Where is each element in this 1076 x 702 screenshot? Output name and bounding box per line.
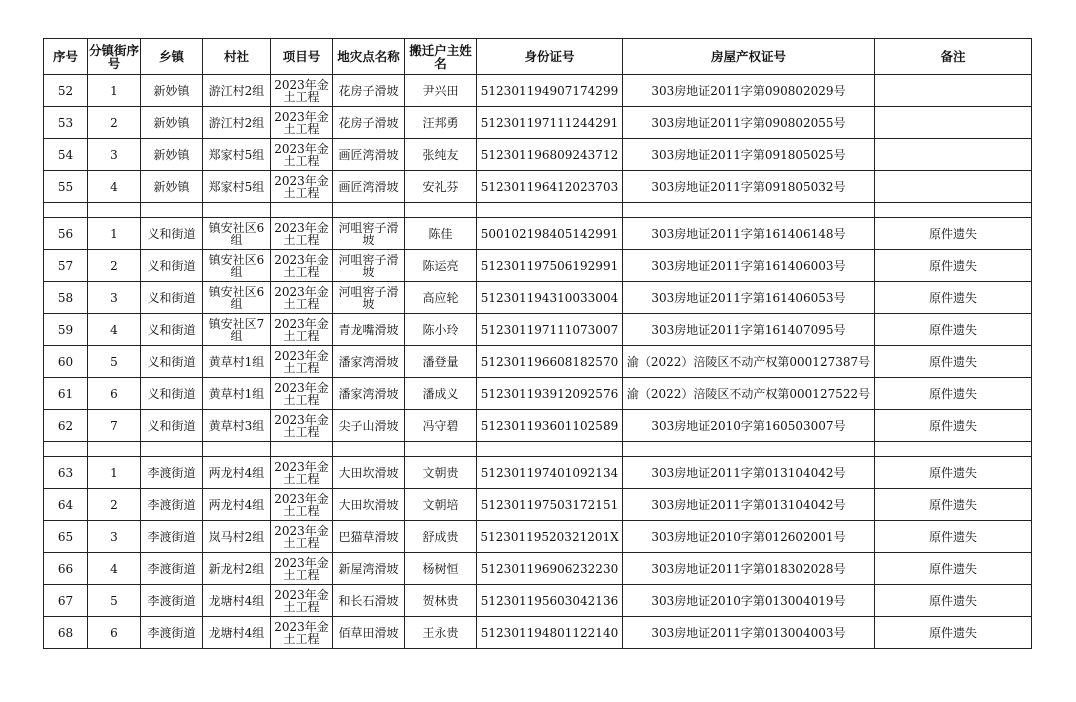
cell-no: 64 [44,489,88,521]
cell-sub-no: 2 [88,250,141,282]
cell-cert-number: 303房地证2011字第161406053号 [623,282,875,314]
header-note: 备注 [875,39,1032,75]
cell-project: 2023年金土工程 [271,521,333,553]
cell-town: 新妙镇 [141,171,203,203]
cell-project: 2023年金土工程 [271,250,333,282]
spacer-cell [271,203,333,218]
cell-id-number: 512301193912092576 [477,378,623,410]
cell-note: 原件遗失 [875,314,1032,346]
cell-sub-no: 3 [88,139,141,171]
cell-no: 63 [44,457,88,489]
cell-site: 尖子山滑坡 [333,410,405,442]
cell-note: 原件遗失 [875,378,1032,410]
cell-cert-number: 303房地证2011字第018302028号 [623,553,875,585]
cell-id-number: 512301194907174299 [477,75,623,107]
cell-householder: 舒成贵 [405,521,477,553]
cell-note [875,107,1032,139]
spacer-cell [623,203,875,218]
cell-cert-number: 303房地证2011字第013004003号 [623,617,875,649]
cell-id-number: 512301195603042136 [477,585,623,617]
cell-id-number: 512301196608182570 [477,346,623,378]
cell-village: 两龙村4组 [203,457,271,489]
cell-note: 原件遗失 [875,457,1032,489]
table-row [44,282,1032,314]
cell-cert-number: 303房地证2011字第161406148号 [623,218,875,250]
cell-village: 黄草村1组 [203,346,271,378]
cell-note: 原件遗失 [875,617,1032,649]
cell-cert-number: 303房地证2011字第161407095号 [623,314,875,346]
header-site: 地灾点名称 [333,39,405,75]
cell-site: 和长石滑坡 [333,585,405,617]
cell-no: 62 [44,410,88,442]
table-row [44,585,1032,617]
cell-project: 2023年金土工程 [271,139,333,171]
cell-site: 河咀窖子滑坡 [333,250,405,282]
cell-id-number: 512301196412023703 [477,171,623,203]
cell-sub-no: 3 [88,282,141,314]
spacer-cell [405,203,477,218]
cell-village: 岚马村2组 [203,521,271,553]
cell-note: 原件遗失 [875,553,1032,585]
cell-householder: 潘登量 [405,346,477,378]
cell-village: 两龙村4组 [203,489,271,521]
cell-no: 56 [44,218,88,250]
cell-cert-number: 303房地证2010字第012602001号 [623,521,875,553]
cell-town: 新妙镇 [141,139,203,171]
table-body [44,75,1032,649]
cell-project: 2023年金土工程 [271,75,333,107]
table-row [44,75,1032,107]
cell-town: 新妙镇 [141,107,203,139]
cell-project: 2023年金土工程 [271,346,333,378]
cell-id-number: 512301197401092134 [477,457,623,489]
cell-sub-no: 1 [88,457,141,489]
spacer-cell [203,203,271,218]
cell-village: 镇安社区7组 [203,314,271,346]
cell-householder: 汪邦勇 [405,107,477,139]
cell-village: 黄草村1组 [203,378,271,410]
table-row [44,617,1032,649]
cell-project: 2023年金土工程 [271,171,333,203]
cell-no: 54 [44,139,88,171]
cell-site: 青龙嘴滑坡 [333,314,405,346]
cell-site: 巴猫草滑坡 [333,521,405,553]
cell-cert-number: 303房地证2011字第091805025号 [623,139,875,171]
cell-note: 原件遗失 [875,489,1032,521]
table-row [44,346,1032,378]
cell-site: 大田坎滑坡 [333,457,405,489]
cell-cert-number: 303房地证2011字第090802029号 [623,75,875,107]
spacer-cell [477,203,623,218]
header-town: 乡镇 [141,39,203,75]
cell-id-number: 512301196906232230 [477,553,623,585]
cell-sub-no: 4 [88,553,141,585]
cell-site: 画匠湾滑坡 [333,139,405,171]
cell-no: 68 [44,617,88,649]
cell-cert-number: 303房地证2011字第013104042号 [623,489,875,521]
cell-id-number: 512301197506192991 [477,250,623,282]
cell-householder: 王永贵 [405,617,477,649]
cell-project: 2023年金土工程 [271,553,333,585]
cell-householder: 高应轮 [405,282,477,314]
cell-id-number: 512301197111244291 [477,107,623,139]
cell-project: 2023年金土工程 [271,457,333,489]
cell-village: 镇安社区6组 [203,218,271,250]
spacer-cell [623,442,875,457]
cell-no: 67 [44,585,88,617]
cell-sub-no: 3 [88,521,141,553]
table-row [44,171,1032,203]
spacer-cell [44,203,88,218]
header-row [44,39,1032,75]
cell-site: 花房子滑坡 [333,75,405,107]
cell-town: 义和街道 [141,314,203,346]
cell-project: 2023年金土工程 [271,489,333,521]
cell-site: 大田坎滑坡 [333,489,405,521]
spacer-row [44,442,1032,457]
table-row [44,553,1032,585]
table-row [44,107,1032,139]
spacer-row [44,203,1032,218]
cell-note: 原件遗失 [875,282,1032,314]
spacer-cell [88,203,141,218]
cell-cert-number: 303房地证2011字第090802055号 [623,107,875,139]
spacer-cell [477,442,623,457]
cell-note: 原件遗失 [875,585,1032,617]
cell-town: 李渡街道 [141,521,203,553]
cell-town: 义和街道 [141,282,203,314]
cell-note [875,171,1032,203]
cell-sub-no: 4 [88,171,141,203]
cell-cert-number: 303房地证2010字第013004019号 [623,585,875,617]
cell-sub-no: 5 [88,346,141,378]
cell-note: 原件遗失 [875,250,1032,282]
relocation-table [43,38,1032,649]
cell-note [875,139,1032,171]
cell-town: 义和街道 [141,250,203,282]
cell-id-number: 51230119520321201X [477,521,623,553]
table-row [44,410,1032,442]
cell-cert-number: 渝（2022）涪陵区不动产权第000127387号 [623,346,875,378]
spacer-cell [141,442,203,457]
cell-town: 义和街道 [141,410,203,442]
table-row [44,378,1032,410]
cell-no: 65 [44,521,88,553]
cell-no: 59 [44,314,88,346]
cell-cert-number: 303房地证2011字第161406003号 [623,250,875,282]
cell-cert-number: 渝（2022）涪陵区不动产权第000127522号 [623,378,875,410]
cell-householder: 杨树恒 [405,553,477,585]
cell-householder: 陈小玲 [405,314,477,346]
cell-town: 李渡街道 [141,553,203,585]
cell-sub-no: 2 [88,489,141,521]
cell-id-number: 500102198405142991 [477,218,623,250]
cell-village: 游江村2组 [203,75,271,107]
cell-householder: 陈佳 [405,218,477,250]
cell-no: 52 [44,75,88,107]
spacer-cell [203,442,271,457]
header-cert-number: 房屋产权证号 [623,39,875,75]
cell-village: 游江村2组 [203,107,271,139]
cell-project: 2023年金土工程 [271,107,333,139]
cell-project: 2023年金土工程 [271,585,333,617]
cell-householder: 文朝贵 [405,457,477,489]
cell-no: 58 [44,282,88,314]
cell-note: 原件遗失 [875,218,1032,250]
cell-sub-no: 2 [88,107,141,139]
cell-village: 郑家村5组 [203,171,271,203]
cell-id-number: 512301193601102589 [477,410,623,442]
cell-project: 2023年金土工程 [271,410,333,442]
cell-cert-number: 303房地证2010字第160503007号 [623,410,875,442]
cell-sub-no: 1 [88,75,141,107]
header-project: 项目号 [271,39,333,75]
cell-householder: 尹兴田 [405,75,477,107]
cell-project: 2023年金土工程 [271,314,333,346]
cell-no: 57 [44,250,88,282]
cell-site: 河咀窖子滑坡 [333,218,405,250]
cell-sub-no: 6 [88,378,141,410]
cell-village: 黄草村3组 [203,410,271,442]
cell-id-number: 512301194801122140 [477,617,623,649]
cell-note [875,75,1032,107]
cell-site: 河咀窖子滑坡 [333,282,405,314]
cell-village: 龙塘村4组 [203,617,271,649]
cell-site: 潘家湾滑坡 [333,378,405,410]
cell-site: 潘家湾滑坡 [333,346,405,378]
spacer-cell [333,442,405,457]
spacer-cell [875,442,1032,457]
cell-no: 53 [44,107,88,139]
cell-note: 原件遗失 [875,346,1032,378]
spacer-cell [405,442,477,457]
cell-id-number: 512301194310033004 [477,282,623,314]
header-village: 村社 [203,39,271,75]
cell-town: 李渡街道 [141,489,203,521]
cell-cert-number: 303房地证2011字第091805032号 [623,171,875,203]
table-row [44,250,1032,282]
cell-sub-no: 6 [88,617,141,649]
cell-id-number: 512301197111073007 [477,314,623,346]
cell-id-number: 512301197503172151 [477,489,623,521]
cell-householder: 张纯友 [405,139,477,171]
cell-town: 李渡街道 [141,585,203,617]
cell-town: 义和街道 [141,346,203,378]
cell-no: 61 [44,378,88,410]
table-row [44,218,1032,250]
cell-householder: 文朝培 [405,489,477,521]
cell-town: 义和街道 [141,218,203,250]
header-no: 序号 [44,39,88,75]
cell-note: 原件遗失 [875,521,1032,553]
cell-site: 佰草田滑坡 [333,617,405,649]
spacer-cell [44,442,88,457]
cell-sub-no: 4 [88,314,141,346]
cell-village: 龙塘村4组 [203,585,271,617]
table-row [44,521,1032,553]
cell-project: 2023年金土工程 [271,378,333,410]
cell-householder: 贺林贵 [405,585,477,617]
spacer-cell [875,203,1032,218]
spacer-cell [88,442,141,457]
cell-no: 66 [44,553,88,585]
table-row [44,139,1032,171]
cell-town: 新妙镇 [141,75,203,107]
cell-note: 原件遗失 [875,410,1032,442]
table-row [44,489,1032,521]
cell-id-number: 512301196809243712 [477,139,623,171]
table-row [44,457,1032,489]
cell-sub-no: 5 [88,585,141,617]
cell-householder: 冯守碧 [405,410,477,442]
cell-householder: 安礼芬 [405,171,477,203]
cell-site: 新屋湾滑坡 [333,553,405,585]
table-row [44,314,1032,346]
cell-no: 60 [44,346,88,378]
spacer-cell [271,442,333,457]
header-id-number: 身份证号 [477,39,623,75]
spacer-cell [333,203,405,218]
cell-village: 镇安社区6组 [203,250,271,282]
cell-sub-no: 7 [88,410,141,442]
spacer-cell [141,203,203,218]
cell-village: 郑家村5组 [203,139,271,171]
cell-town: 李渡街道 [141,457,203,489]
cell-site: 花房子滑坡 [333,107,405,139]
header-householder: 搬迁户主姓名 [405,39,477,75]
cell-cert-number: 303房地证2011字第013104042号 [623,457,875,489]
header-sub-no: 分镇街序号 [88,39,141,75]
cell-no: 55 [44,171,88,203]
cell-village: 新龙村2组 [203,553,271,585]
cell-sub-no: 1 [88,218,141,250]
cell-site: 画匠湾滑坡 [333,171,405,203]
cell-householder: 陈运亮 [405,250,477,282]
cell-project: 2023年金土工程 [271,218,333,250]
cell-town: 李渡街道 [141,617,203,649]
cell-town: 义和街道 [141,378,203,410]
cell-project: 2023年金土工程 [271,282,333,314]
cell-village: 镇安社区6组 [203,282,271,314]
cell-householder: 潘成义 [405,378,477,410]
cell-project: 2023年金土工程 [271,617,333,649]
